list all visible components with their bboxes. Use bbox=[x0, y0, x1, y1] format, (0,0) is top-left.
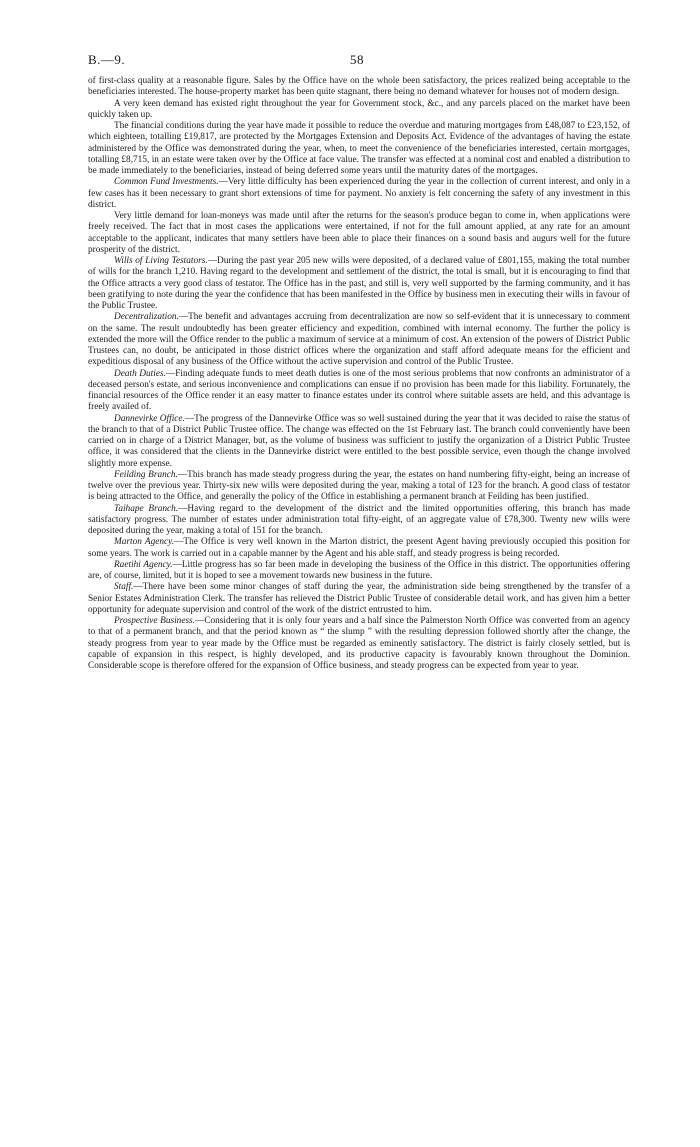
section-heading: Death Duties. bbox=[114, 368, 166, 379]
paragraph bbox=[88, 616, 630, 672]
paragraph bbox=[88, 560, 630, 583]
paragraph-text: The financial conditions during the year have made it possible to reduce the overdue and maturing mortgages from £48,087 to £23,152, of which eighteen, totalling £19,817, are protected by the Mortgages Extension and Deposits Act. Evidence of the advantages of having the estate administered by the Office was demonstrated during the year, when, to meet the convenience of the beneficiaries interested, certain mortgages, totalling £8,715, in an estate were taken over by the Office at face value. The transfer was effected at a nominal cost and enabled a distribution to be made immediately to the beneficiaries, instead of being deferred some years until the maturity dates of the mortgages. bbox=[88, 121, 630, 176]
paragraph bbox=[88, 414, 630, 470]
paragraph-text: —Very little difficulty has been experienced during the year in the collection of current interest, and only in a few cases has it been necessary to grant short extensions of time for payment. No anxiety is felt concerning the safety of any investment in this district. bbox=[88, 177, 630, 210]
section-heading: Staff. bbox=[114, 582, 134, 593]
paragraph bbox=[88, 470, 630, 504]
section-heading: Raetihi Agency. bbox=[114, 559, 173, 570]
paragraph-text: —The benefit and advantages accruing from decentralization are now so self-evident that it is unnecessary to comment on the same. The result undoubtedly has been greater efficiency and expedition, combined with internal economy. The further the policy is extended the more will the Office render to the public a maximum of service at a minimum of cost. An extension of the powers of District Public Trustees can, no doubt, be anticipated in those district offices where the organization and staff afford adequate means for the efficient and expeditious disposal of any business of the Office without the active supervision and control of the Public Trustee. bbox=[88, 312, 630, 368]
paragraph bbox=[88, 537, 630, 560]
section-heading: Decentralization. bbox=[114, 312, 179, 323]
paragraph-text: —During the past year 205 new wills were deposited, of a declared value of £801,155, making the total number of wills for the branch 1,210. Having regard to the development and settlement of the district, the total is small, but it is encouraging to find that the Office attracts a very good class of testator. The Office has in the past, and still is, very well supported by the farming community, and it has been gratifying to note during the year the confidence that has been manifested in the Office by business men in executing their wills in favour of the Public Trustee. bbox=[88, 256, 630, 311]
paragraph bbox=[88, 504, 630, 538]
paragraph-text: of first-class quality at a reasonable figure. Sales by the Office have on the whole been satisfactory, the prices realized being acceptable to the beneficiaries interested. The house-property market has been quite stagnant, there being no demand whatever for houses not of modern design. bbox=[88, 76, 630, 98]
document-page bbox=[88, 52, 630, 672]
section-heading: Taihape Branch. bbox=[114, 503, 179, 514]
paragraph bbox=[88, 211, 630, 256]
body-text bbox=[88, 76, 630, 672]
paragraph bbox=[88, 99, 630, 122]
paragraph-text: Very little demand for loan-moneys was made until after the returns for the season's produce began to come in, when applications were freely received. The fact that in most cases the applications were entertained, if not for the full amount applied, at any rate for an amount acceptable to the applicant, indicates that many settlers have been able to place their finances on a sound basis and augurs well for the future prosperity of the district. bbox=[88, 211, 630, 255]
paragraph bbox=[88, 369, 630, 414]
section-heading: Marton Agency. bbox=[114, 537, 175, 548]
paragraph-text: —Finding adequate funds to meet death duties is one of the most serious problems that now confronts an administrator of a deceased person's estate, and serious inconvenience and complications can ensue if no provision has been made for this liability. Fortunately, the financial resources of the Office render it an easy matter to finance estates under its control where suitable assets are held, and this advantage is freely availed of. bbox=[88, 368, 630, 413]
paragraph-text: —Having regard to the development of the district and the limited opportunities offering, this branch has made satisfactory progress. The number of estates under administration total fifty-eight, of an aggregate value of £78,300. Twenty new wills were deposited during the year, making a total of 151 for the branch. bbox=[88, 503, 630, 536]
paragraph-text: A very keen demand has existed right throughout the year for Government stock, &c., and any parcels placed on the market have been quickly taken up. bbox=[88, 98, 630, 120]
paragraph-text: —This branch has made steady progress during the year, the estates on hand numbering fifty-eight, being an increase of twelve over the previous year. Thirty-six new wills were deposited during the year, making a total of 123 for the branch. A good class of testator is being attracted to the Office, and generally the policy of the Office in establishing a permanent branch at Feilding has been justified. bbox=[88, 469, 630, 503]
section-heading: Wills of Living Testators. bbox=[114, 256, 208, 266]
paragraph bbox=[88, 177, 630, 211]
paragraph bbox=[88, 121, 630, 177]
paragraph-text: —Little progress has so far been made in developing the business of the Office in this district. The opportunities offering are, of course, limited, but it is hoped to see a movement towards new business in the future. bbox=[88, 559, 630, 581]
paragraph bbox=[88, 582, 630, 616]
paragraph-text: —The progress of the Dannevirke Office was so well sustained during the year that it was decided to raise the status of the branch to that of a District Public Trustee office. The change was effected on the 1st February last. The branch could conveniently have been carried on in charge of a District Manager, but, as the volume of business was sufficient to justify the organization of a District Public Trustee office, it was considered that the clients in the Dannevirke district were entitled to the best possible service, even though the change involved slightly more expense. bbox=[88, 413, 631, 469]
paragraph bbox=[88, 256, 630, 312]
page-header bbox=[88, 52, 630, 72]
section-heading: Common Fund Investments. bbox=[114, 177, 219, 188]
paragraph-text: —Considering that it is only four years and a half since the Palmerston North Office was converted from an agency to that of a permanent branch, and that the period known as “ the slump ” with the resulting depression followed shortly after the change, the steady progress from year to year made by the Office must be regarded as eminently satisfactory. The district is fairly closely settled, but is capable of expansion in this respect, is highly developed, and its productive capacity is favourably known throughout the Dominion. Considerable scope is therefore offered for the expansion of Office business, and steady progress can be expected from year to year. bbox=[88, 616, 631, 671]
paragraph bbox=[88, 312, 630, 368]
section-heading: Dannevirke Office. bbox=[114, 413, 185, 424]
paragraph bbox=[88, 76, 630, 99]
page-number: 58 bbox=[350, 52, 364, 67]
section-heading: Feilding Branch. bbox=[114, 469, 178, 480]
paragraph-text: —The Office is very well known in the Marton district, the present Agent having previously occupied this position for some years. The work is carried out in a capable manner by the Agent and his able staff, and steady progress is being recorded. bbox=[88, 537, 630, 559]
paragraph-text: —There have been some minor changes of staff during the year, the administration side being strengthened by the transfer of a Senior Estates Administration Clerk. The transfer has relieved the District Public Trustee of considerable detail work, and has given him a better opportunity for adequate supervision and control of the work of the district entrusted to him. bbox=[88, 582, 630, 615]
document-reference: B.—9. bbox=[88, 52, 126, 67]
section-heading: Prospective Business. bbox=[114, 616, 196, 626]
